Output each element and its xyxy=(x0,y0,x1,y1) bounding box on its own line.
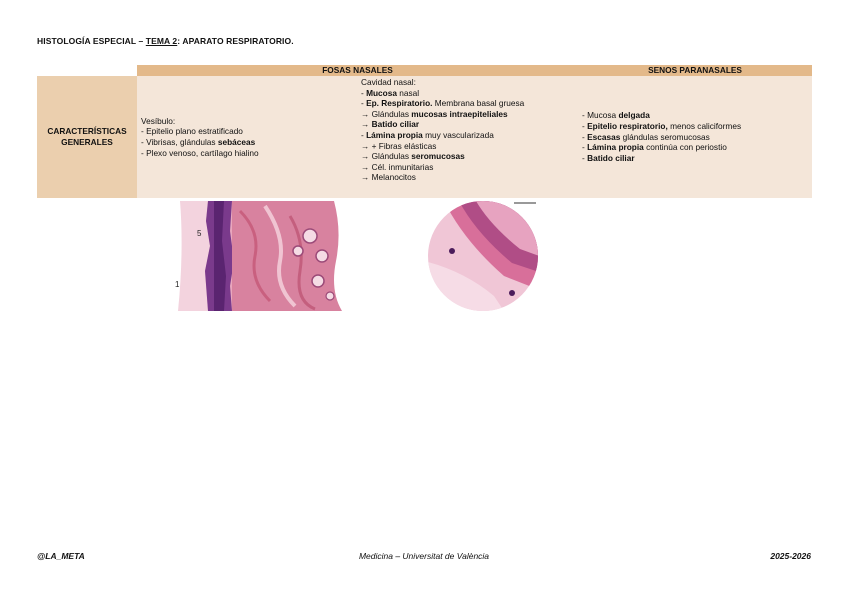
text-bold: sebáceas xyxy=(217,137,256,147)
footer-author: @LA_META xyxy=(37,551,85,561)
vestibulo-line: - Epitelio plano estratificado xyxy=(141,126,243,137)
cavidad-line xyxy=(361,88,574,99)
text: - Mucosa xyxy=(582,110,619,121)
text-bold: Lámina propia xyxy=(366,130,423,141)
histology-micrograph-vestibule xyxy=(170,201,349,311)
cavidad-line xyxy=(361,119,574,130)
header-senos-paranasales: SENOS PARANASALES xyxy=(578,65,812,76)
text: menos caliciformes xyxy=(667,121,742,132)
figure-label-5: 5 xyxy=(197,229,202,238)
text: Membrana basal gruesa xyxy=(432,98,525,109)
senos-line xyxy=(582,110,808,121)
cavidad-line xyxy=(361,98,574,109)
text-bold: mucosas intraepiteliales xyxy=(411,108,508,119)
text: - xyxy=(582,121,588,132)
table-corner xyxy=(37,65,137,76)
text-bold: Epitelio respiratorio, xyxy=(587,121,668,132)
cell-senos-paranasales xyxy=(578,76,812,198)
cavidad-line: → + Fibras elásticas xyxy=(361,140,437,151)
text: glándulas seromucosas xyxy=(620,131,710,142)
text: - xyxy=(582,131,588,142)
text: → xyxy=(361,119,372,130)
cavidad-line xyxy=(361,151,574,162)
cavidad-line: → Melanocitos xyxy=(361,172,416,183)
cavidad-line xyxy=(361,109,574,120)
cell-cavidad-nasal xyxy=(357,76,578,198)
cavidad-line xyxy=(361,130,574,141)
document-title xyxy=(37,36,294,46)
title-suffix: : APARATO RESPIRATORIO. xyxy=(177,36,294,46)
text-bold: seromucosas xyxy=(411,151,465,162)
text-bold: delgada xyxy=(618,110,650,121)
text-bold: Ep. Respiratorio. xyxy=(366,98,433,109)
text: - xyxy=(361,87,367,98)
title-topic: TEMA 2 xyxy=(145,36,178,46)
summary-table xyxy=(37,65,812,198)
row-label-line1: CARACTERÍSTICAS xyxy=(47,126,127,137)
vestibulo-line xyxy=(141,137,353,148)
text-bold: Lámina propia xyxy=(587,142,644,153)
text-bold: Mucosa xyxy=(366,87,397,98)
text: - xyxy=(361,98,367,109)
senos-line xyxy=(582,132,808,143)
cavidad-line: → Cél. inmunitarias xyxy=(361,161,434,172)
title-prefix: HISTOLOGÍA ESPECIAL – xyxy=(37,36,146,46)
text: → Glándulas xyxy=(361,151,412,162)
text-bold: Batido ciliar xyxy=(587,152,635,163)
text: - xyxy=(582,152,588,163)
header-fosas-nasales: FOSAS NASALES xyxy=(137,65,578,76)
text: - xyxy=(361,130,367,141)
histology-micrograph-respiratory-epithelium xyxy=(424,201,542,311)
text: → Glándulas xyxy=(361,108,412,119)
vestibulo-title: Vesíbulo: xyxy=(141,115,176,126)
text: - Vibrisas, glándulas xyxy=(141,137,218,147)
text-bold: Batido ciliar xyxy=(371,119,420,130)
senos-line xyxy=(582,121,808,132)
senos-line xyxy=(582,142,808,153)
senos-line xyxy=(582,153,808,164)
text: nasal xyxy=(396,87,420,98)
cell-vestibulo xyxy=(137,76,357,198)
row-label-line2: GENERALES xyxy=(61,137,113,147)
figure-label-1: 1 xyxy=(175,280,180,289)
text-bold: Escasas xyxy=(587,131,621,142)
text: muy vascularizada xyxy=(422,130,494,141)
footer-year: 2025-2026 xyxy=(770,551,811,561)
text: - xyxy=(582,142,588,153)
cavidad-title: Cavidad nasal: xyxy=(361,77,416,87)
row-label-caracteristicas xyxy=(37,76,137,198)
text: continúa con periostio xyxy=(643,142,727,153)
footer-institution: Medicina – Universitat de València xyxy=(358,551,490,561)
vestibulo-line: - Plexo venoso, cartílago hialino xyxy=(141,147,259,158)
